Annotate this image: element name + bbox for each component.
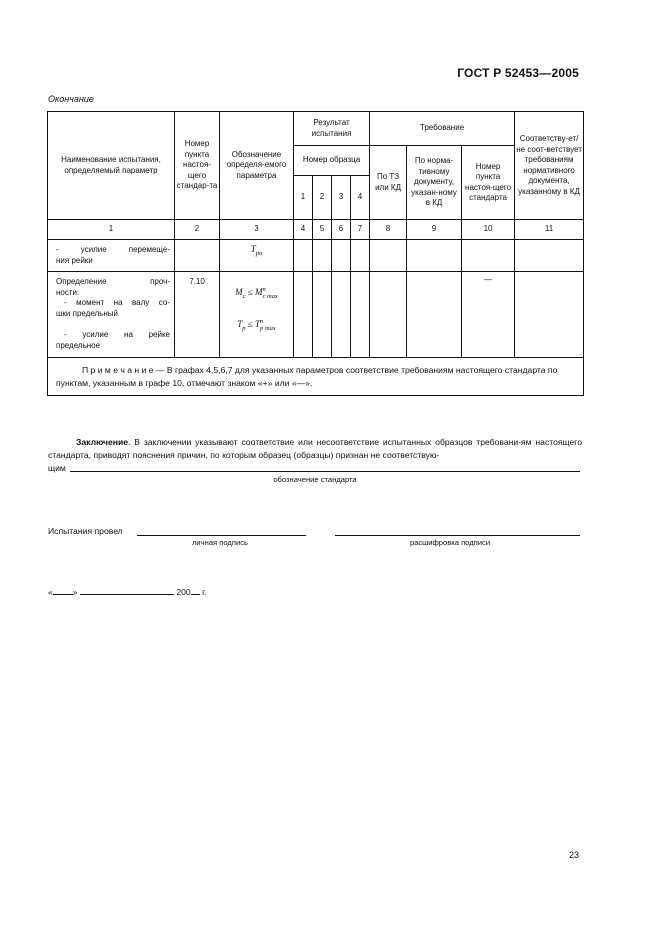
date-year-field[interactable] <box>191 594 200 595</box>
row2-dash: — <box>462 272 515 358</box>
formula-moment: $M_с \le M$ п с max <box>235 286 278 300</box>
document-number: ГОСТ Р 52453—2005 <box>457 66 579 80</box>
col-number-1: 1 <box>48 220 175 240</box>
standard-designation-caption: обозначение стандарта <box>273 475 357 484</box>
test-results-table <box>47 111 584 396</box>
col-number-5: 5 <box>313 220 332 240</box>
standard-designation-line[interactable] <box>70 471 580 472</box>
header-sample-3: 3 <box>332 176 351 220</box>
row2-clause: 7.10 <box>175 272 220 358</box>
col-number-7: 7 <box>351 220 370 240</box>
continuation-label: Окончание <box>48 94 94 104</box>
row2-test-name: Определение проч- ности: - момент на валу со- шки предельный - усилие на рейке предельное <box>48 272 175 358</box>
header-req-tz: По ТЗ или КД <box>370 146 407 220</box>
table-note-row <box>48 358 584 396</box>
signature-decoding-line[interactable] <box>335 535 580 536</box>
row1-symbol: $T_{ро}$ <box>220 240 294 272</box>
col-number-11: 11 <box>515 220 584 240</box>
header-sample-4: 4 <box>351 176 370 220</box>
date-day-field[interactable] <box>53 594 73 595</box>
header-req-standard: Номер пункта настоя-щего стандарта <box>462 146 515 220</box>
col-number-6: 6 <box>332 220 351 240</box>
row1-test-name: - усилие перемеще- ния рейки <box>48 240 175 272</box>
conclusion-paragraph: Заключение. В заключении указывают соответствие или несоответствие испытанных образцов требовани-ям настоящего стандарта, приводят пояснения причин, по которым образец (образцы) признан не соответствую- <box>48 437 582 460</box>
header-requirements: Требование <box>370 112 515 146</box>
header-req-normative: По норма-тивному документу, указан-ному в КД <box>407 146 462 220</box>
table-row <box>48 272 584 358</box>
header-clause-number: Номер пункта настоя-щего стандар-та <box>175 112 220 220</box>
row2-formulas <box>220 272 294 358</box>
row1-clause <box>175 240 220 272</box>
col-number-10: 10 <box>462 220 515 240</box>
personal-signature-line[interactable] <box>137 535 306 536</box>
table-row <box>48 240 584 272</box>
table-note: П р и м е ч а н и е — В графах 4,5,6,7 для указанных параметров соответствие требованиям настоящего стандарта по пунктам, указанным в графе 10, отмечают знаком «+» или «—». <box>48 358 584 396</box>
col-number-3: 3 <box>220 220 294 240</box>
date-line: « » 200 г. <box>48 587 207 597</box>
header-test-name: Наименование испытания, определяемый параметр <box>48 112 175 220</box>
page-number: 23 <box>568 850 579 860</box>
signature-decoding-caption: расшифровка подписи <box>409 538 491 547</box>
col-number-2: 2 <box>175 220 220 240</box>
conclusion-last-word: щим <box>48 463 66 473</box>
col-number-8: 8 <box>370 220 407 240</box>
tested-by-label: Испытания провел <box>48 526 123 536</box>
header-compliance: Соответству-ет/не соот-ветствует требованиям нормативного документа, указанному в КД <box>515 112 584 220</box>
personal-signature-caption: личная подпись <box>192 538 248 547</box>
header-sample-2: 2 <box>313 176 332 220</box>
date-month-field[interactable] <box>80 594 174 595</box>
header-parameter-symbol: Обозначение определя-емого параметра <box>220 112 294 220</box>
header-sample-number: Номер образца <box>294 146 370 176</box>
header-test-result: Результат испытания <box>294 112 370 146</box>
formula-force: $T_р \le T$ п р max <box>237 318 276 333</box>
col-number-9: 9 <box>407 220 462 240</box>
col-number-4: 4 <box>294 220 313 240</box>
header-sample-1: 1 <box>294 176 313 220</box>
